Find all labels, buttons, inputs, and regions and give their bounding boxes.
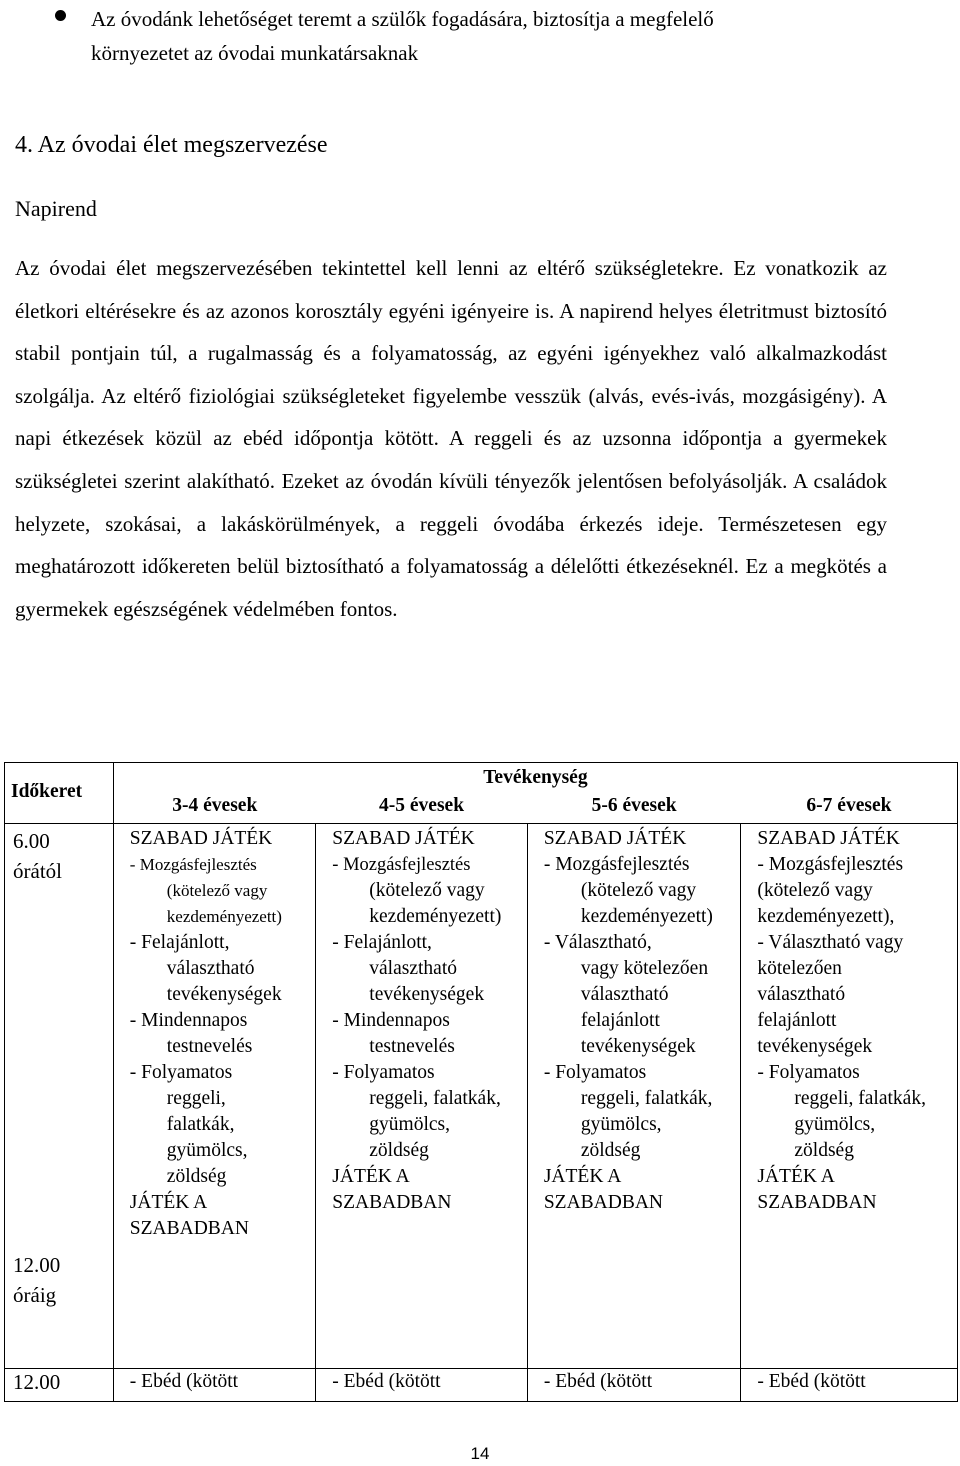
body-paragraph: Az óvodai élet megszervezésében tekintettel kell lenni az eltérő szükségletekre. Ez vonatkozik az életkori eltérésekre és az azonos korosztály egyéni igényeire is. A napirend helyes életritmust biztosító stabil pontjain túl, a rugalmasság és a folyamatosság, az egyéni igényekhez való alkalmazkodást szolgálja. Az eltérő fiziológiai szükségleteket figyelembe vesszük (alvás, evés-ivás, mozgásigény). A napi étkezések közül az ebéd időpontja kötött. A reggeli és az uzsonna időpontja a gyermekek szükségletei szerint alakítható. Ezeket az óvodán kívüli tényezők jelentősen befolyásolják. A családok helyzete, szokásai, a lakáskörülmények, a reggeli óvodába érkezés ideje. Természetesen egy meghatározott időkereten belül biztosítható a folyamatosság a délelőtti étkezéseknél. Ez a megkötés a gyermekek egészségének védelmében fontos.	[15, 256, 887, 621]
activity-line: (kötelező vagy	[580, 880, 697, 901]
activity-line: - Mozgásfejlesztés	[757, 854, 904, 875]
activity-line: JÁTÉK A	[332, 1166, 410, 1187]
activity-line: SZABAD JÁTÉK	[543, 828, 687, 849]
time-range-cell	[5, 824, 114, 1369]
activity-line: reggeli, falatkák,	[580, 1088, 713, 1109]
activity-line: (kötelező vagy	[166, 881, 268, 900]
bullet-text	[91, 2, 931, 70]
subsection-title: Napirend	[15, 196, 97, 221]
activity-line: kezdeményezett)	[580, 906, 713, 927]
activity-line: - Mozgásfejlesztés	[543, 854, 690, 875]
lunch-time-cell: 12.00	[5, 1369, 114, 1402]
age-group-header: 6-7 évesek	[741, 793, 958, 824]
activity-line: kötelezően	[757, 958, 842, 979]
activity-line: testnevelés	[166, 1036, 253, 1057]
activity-line: SZABADBAN	[543, 1192, 664, 1213]
lunch-cell: - Ebéd (kötött	[316, 1369, 528, 1402]
activity-line: - Folyamatos	[129, 1062, 233, 1083]
activity-line: - Felajánlott,	[332, 932, 432, 953]
activity-line: kezdeményezett)	[166, 907, 282, 926]
time-end: 12.00	[13, 1253, 61, 1277]
activity-line: zöldség	[369, 1140, 429, 1161]
activity-line: - Folyamatos	[757, 1062, 860, 1083]
activity-line: JÁTÉK A	[543, 1166, 622, 1187]
activity-line: JÁTÉK A	[757, 1166, 835, 1187]
activity-line: zöldség	[580, 1140, 641, 1161]
bullet-dot-icon	[55, 10, 66, 21]
lunch-cell: - Ebéd (kötött	[113, 1369, 315, 1402]
activity-line: vagy kötelezően	[580, 958, 709, 979]
activity-line: - Választható vagy	[757, 932, 904, 953]
activity-line: (kötelező vagy	[757, 880, 873, 901]
bullet-text-line-1: Az óvodánk lehetőséget teremt a szülők fogadására, biztosítja a megfelelő	[91, 7, 714, 31]
activity-line: gyümölcs,	[369, 1114, 450, 1135]
header-activity: Tevékenység	[113, 763, 957, 794]
activity-line: választható	[369, 958, 457, 979]
activity-line: SZABAD JÁTÉK	[757, 828, 900, 849]
age-group-header: 3-4 évesek	[113, 793, 315, 824]
lunch-cell: - Ebéd (kötött	[741, 1369, 958, 1402]
activity-line: zöldség	[166, 1166, 227, 1187]
section-title: 4. Az óvodai élet megszervezése	[15, 132, 328, 158]
activity-line: választható	[757, 984, 846, 1005]
activity-line: gyümölcs,	[794, 1114, 876, 1135]
activity-line: kezdeményezett),	[757, 906, 895, 927]
activity-line: választható	[166, 958, 255, 979]
age-group-header: 4-5 évesek	[379, 795, 465, 816]
activity-line: tevékenységek	[580, 1036, 696, 1057]
time-end-suffix: óráig	[13, 1283, 57, 1307]
time-start-suffix: órától	[13, 859, 62, 883]
time-start: 6.00	[13, 829, 50, 853]
activity-line: tevékenységek	[166, 984, 282, 1005]
header-time: Időkeret	[5, 763, 114, 824]
activity-line: felajánlott	[580, 1010, 660, 1031]
bullet-text-line-2: környezetet az óvodai munkatársaknak	[91, 41, 419, 65]
activity-cell-6-7	[741, 824, 958, 1369]
activity-cell-5-6	[527, 824, 741, 1369]
activity-cell-3-4	[113, 824, 315, 1369]
activity-line: reggeli, falatkák,	[794, 1088, 926, 1109]
lunch-cell: - Ebéd (kötött	[527, 1369, 741, 1402]
activity-line: - Mozgásfejlesztés	[129, 855, 257, 874]
activity-line: reggeli,	[166, 1088, 226, 1109]
activity-line: - Választható,	[543, 932, 652, 953]
activity-line: falatkák,	[166, 1114, 235, 1135]
activity-line: zöldség	[794, 1140, 854, 1161]
activity-line: választható	[580, 984, 669, 1005]
schedule-table	[4, 762, 958, 1402]
activity-line: kezdeményezett)	[369, 906, 502, 927]
activity-line: testnevelés	[369, 1036, 455, 1057]
activity-line: tevékenységek	[757, 1036, 873, 1057]
activity-line: - Folyamatos	[543, 1062, 647, 1083]
activity-line: - Mindennapos	[332, 1010, 450, 1031]
activity-line: SZABAD JÁTÉK	[129, 828, 273, 849]
activity-line: SZABADBAN	[757, 1192, 877, 1213]
page-number: 14	[470, 1444, 490, 1463]
activity-cell-4-5	[316, 824, 528, 1369]
activity-line: gyümölcs,	[580, 1114, 662, 1135]
activity-line: gyümölcs,	[166, 1140, 248, 1161]
activity-line: tevékenységek	[369, 984, 485, 1005]
activity-line: - Mozgásfejlesztés	[332, 855, 471, 875]
activity-line: - Felajánlott,	[129, 932, 230, 953]
activity-line: - Mindennapos	[129, 1010, 248, 1031]
activity-line: SZABADBAN	[129, 1218, 249, 1239]
activity-line: SZABAD JÁTÉK	[332, 828, 475, 849]
activity-line: felajánlott	[757, 1010, 837, 1031]
activity-line: - Folyamatos	[332, 1062, 435, 1083]
activity-line: reggeli, falatkák,	[369, 1088, 501, 1109]
activity-line: SZABADBAN	[332, 1192, 452, 1213]
activity-line: (kötelező vagy	[369, 880, 485, 901]
activity-line: JÁTÉK A	[129, 1192, 208, 1213]
age-group-header: 5-6 évesek	[591, 795, 677, 816]
